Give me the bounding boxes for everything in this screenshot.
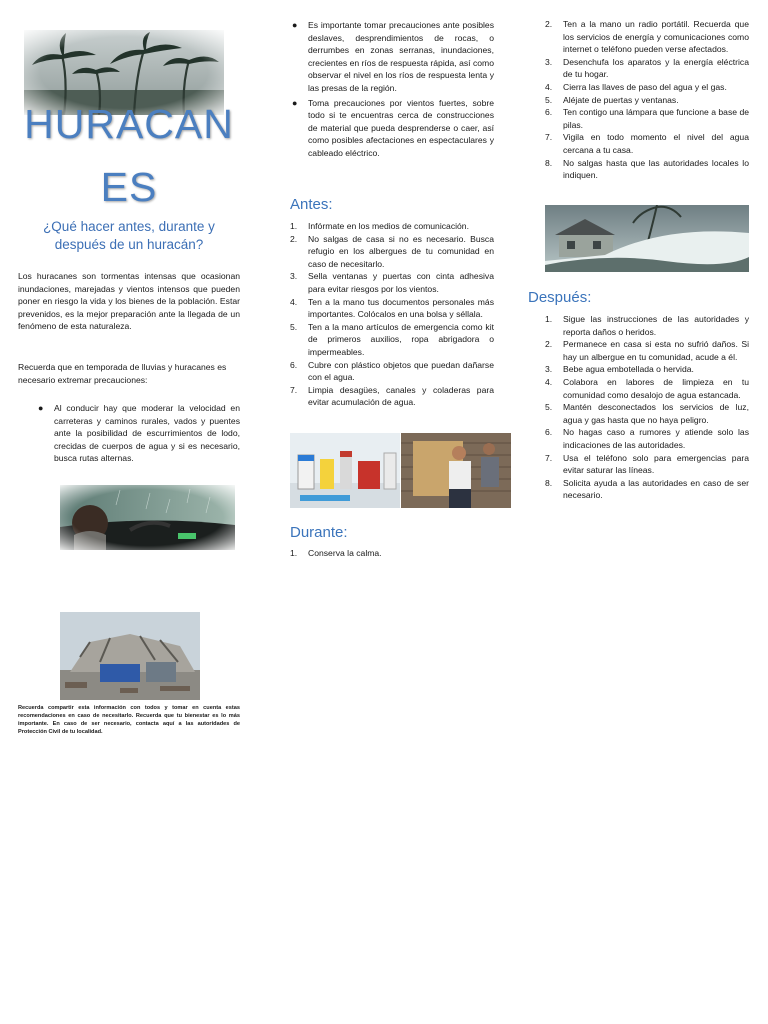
list-item: 4. Cierra las llaves de paso del agua y el gas. xyxy=(545,81,727,92)
brochure-subtitle: ¿Qué hacer antes, durante y después de un huracán? xyxy=(43,219,215,252)
brochure-title-line2: ES xyxy=(100,164,158,210)
list-item: 6. No hagas caso a rumores y atiende solo las indicaciones de las autoridades. xyxy=(545,427,749,450)
antes-list xyxy=(290,220,494,409)
list-item: 2. Ten a la mano un radio portátil. Recuerda que los servicios de energía y comunicaciones como internet o teléfono pueden verse afectados. xyxy=(545,19,749,55)
list-item: 6. Ten contigo una lámpara que funcione a base de pilas. xyxy=(545,107,749,130)
list-item: 2. No salgas de casa si no es necesario. Busca refugio en los albergues de tu comunidad en caso de necesitarlo. xyxy=(290,233,494,269)
list-item: 1. Conserva la calma. xyxy=(290,548,382,558)
despues-list xyxy=(545,313,749,502)
despues-heading: Después: xyxy=(528,289,592,306)
durante-list-part2 xyxy=(545,18,749,182)
emergency-kit-photo xyxy=(290,433,400,508)
durante-list-part1 xyxy=(290,547,494,560)
list-item: 2. Permanece en casa si esta no sufrió daños. Si hay un albergue en tu comunidad, acude a él. xyxy=(545,339,749,362)
brochure-title-line1: HURACAN xyxy=(24,101,234,147)
col2-bullet-list xyxy=(290,19,494,160)
list-item: 7. Usa el teléfono solo para emergencias para evitar saturar las líneas. xyxy=(545,452,749,476)
storm-surge-house-photo xyxy=(545,205,749,272)
list-item: ● Es importante tomar precauciones ante posibles deslaves, desprendimientos de rocas, o derrumbes en zonas serranas, inundaciones, crecientes en ríos de respuesta rápida, así como observar el nivel en los ríos de respuesta lenta y las presas de la región. xyxy=(292,20,494,93)
col1-bullet-list xyxy=(36,402,240,465)
list-item: 1. Sigue las instrucciones de las autoridades y reporta daños o heridos. xyxy=(545,314,749,337)
list-item: 3. Sella ventanas y puertas con cinta adhesiva para evitar riesgos por los vientos. xyxy=(290,271,494,294)
destroyed-building-photo xyxy=(60,612,200,700)
durante-heading: Durante: xyxy=(290,524,348,541)
bullet-icon: ● xyxy=(38,403,44,413)
list-item: ● Toma precauciones por vientos fuertes, sobre todo si te encuentras cerca de construcciones de material que pueda desprenderse o caer, así como posibles afectaciones en espectaculares y cableado eléctrico. xyxy=(292,97,494,158)
driving-rain-photo xyxy=(60,485,235,550)
list-item: 4. Colabora en labores de limpieza en tu comunidad como desalojo de agua estancada. xyxy=(545,376,749,400)
list-item: 6. Cubre con plástico objetos que puedan dañarse con el agua. xyxy=(290,359,494,383)
list-item: 4. Ten a la mano tus documentos personales más importantes. Colócalos en una bolsa y séllala. xyxy=(290,296,494,320)
list-item: 1. Infórmate en los medios de comunicación. xyxy=(290,221,469,231)
list-item: ● Al conducir hay que moderar la velocidad en carreteras y caminos rurales, vados y puentes ante la posibilidad de escurrimientos de lodo, crecidas de cuerpos de agua y si es necesario, busca rutas alternas. xyxy=(38,403,240,464)
share-note: Recuerda compartir esta información con todos y tomar en cuenta estas recomendaciones en caso de necesitarlo. Recuerda que tu bienestar es lo más importante. En caso de ser necesario, contacta aquí a las autoridades de Protección Civil de tu localidad. xyxy=(18,705,240,735)
bullet-icon: ● xyxy=(292,20,298,30)
list-item: 5. Aléjate de puertas y ventanas. xyxy=(545,94,679,105)
reminder-paragraph: Recuerda que en temporada de lluvias y huracanes es necesario extremar precauciones: xyxy=(18,362,227,385)
list-item: 3. Bebe agua embotellada o hervida. xyxy=(545,364,694,375)
bullet-icon: ● xyxy=(292,97,298,108)
antes-heading: Antes: xyxy=(290,196,333,213)
list-item: 3. Desenchufa los aparatos y la energía eléctrica de tu hogar. xyxy=(545,56,749,80)
list-item: 5. Ten a la mano artículos de emergencia como kit de primeros auxilios, ropa abrigadora o impermeables. xyxy=(290,321,494,357)
list-item: 5. Mantén desconectados los servicios de luz, agua y gas hasta que no haya peligro. xyxy=(545,402,749,425)
list-item: 7. Vigila en todo momento el nivel del agua cercana a tu casa. xyxy=(545,132,749,155)
list-item: 8. No salgas hasta que las autoridades locales lo indiquen. xyxy=(545,157,749,181)
list-item: 8. Solicita ayuda a las autoridades en caso de ser necesario. xyxy=(545,477,749,501)
boarding-windows-photo xyxy=(401,433,511,508)
list-item: 7. Limpia desagües, canales y coladeras para evitar acumulación de agua. xyxy=(290,384,494,408)
intro-paragraph: Los huracanes son tormentas intensas que ocasionan inundaciones, marejadas y vientos intensos que pueden poner en riesgo la vida y los bienes de la población. Estar prevenidos, es la mejor preparación ante la llegada de un fenómeno de esta naturaleza. xyxy=(18,271,240,332)
